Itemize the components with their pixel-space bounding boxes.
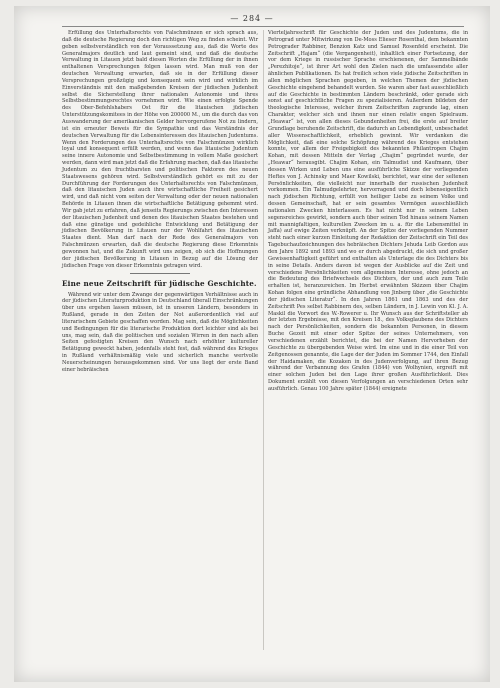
right-column <box>268 30 468 393</box>
right-paragraph-1: Vierteljahrsschrift für Geschichte der Juden und des Judentums, die in Petrograd unter Mitwirkung von De-Moss Elieser Rosenthal, dem bekannten Petrograder Rabbiner, Benzion Katz und Samuel Rosenfeld erscheint. Die Zeitschrift „Hajam“ (die Vergangenheit), inhaltlich einer Fortsetzung, der vor dem Kriege in russischer Sprache erschienenen, der Sammelbände „Perezhitoje“, ist ihrer Art wohl den Zielen nach die umfassendste aller ähnlichen Publikationen. Es hat freilich schon viele jüdische Zeitschriften in allen möglichen Sprachen gegeben, in welchen Themen der jüdischen Geschichte eingehend behandelt wurden. Sie waren aber fast ausschließlich auf die Geschichte in bestimmten Ländern beschränkt, oder gerade sich sonst auf geschichtliche Fragen zu spezialisieren. Außerdem bildeten der theologische Interesse, welcher ihrem Zeitschriften zugrunde lag, einen Charakter, welcher sich und ihnen nur einen relativ engen Spielraum. „Heawar“ ist, von allen dieses Gebundenheiten frei, die erste auf breiter Grundlage beruhende Zeitschrift, die dadurch an Lebendigkeit, unbeschadet aller Wissenschaftlichkeit, erheblich gewinnt. Wir verdanken die Möglichkeit, daß eine solche Schöpfung während des Krieges entstehen konnte, vor allem der Freigebigkeit des bekannten Philantropen Chajim Kohan, mit dessen Mitteln der Verlag „Chajim“ gegründet wurde, der „Heawar“ herausgibt. Chajim Kohan, ein Talmudist und Kaufmann, über dessen Wirken und Leben uns eine ausführliche Skizze der vorliegenden Heftes von J. Achinsky und Maer Kowilski, berichtet, war eine der seltenen Persönlichkeiten, die vielleicht nur innerhalb der russischen Judenheit vorkommen. Ein Talmudgelehrter, hervorragend und doch lebenseigentlich nach jüdischen Richtung, erfüllt von heiliger Liebe zu seinem Volke und dessen Gemeinschaft, hat er sein gesamtes Vermögen ausschließlich nationalen Zwecken hinterlassen. Es hat nicht nur in seinem Leben segensreiches gewirkt, sondern auch über seinen Tod hinaus seinem Namen mit mannigfaltigen, kulturellen Zwecken im u. a. für die Lebensmittel in Jaffa) auf ewige Zeiten verknüpft. An der Spitze der vorliegenden Nummer steht nach einer kurzen Einleitung der Redaktion der Zeitschrift ein Teil des Tagebuchaufzeichnungen des hebräischen Dichters Jehuda Leib Gordon aus den Jahre 1892 und 1893 und wo er durch abgedruckt, die sich und großer Gewissenhaftigkeit geführt und enthalten als Unterlage die des Dichters bis in seine Details. Anders davon ist wegen der Ausblicke auf die Zeit und verschiedene Persönlichkeiten vom allgemeinen Interesse, ohne jedoch an die Bedeutung des Briefwechsels des Dichters, der und auch zum Teile erhalten ist, heranzureichen. Im Herbst erwähnten Skizzen über Chajim Kohan folgen eine gründliche Abhandlung von Jinberg über „die Geschichte der jüdischen Literatur“. In den Jahren 1861 und 1863 und des der Zeitschrift Pes selbst Rabbinern des, selben Ländern, in J. Lewin von Kl. J. A. Maskil die Vorwort des W.-Rowerer u. Ihr Wunsch aus der Schriftsteller ab der letzten Ergebnisse, mit den Kreisen 18., des Volksglaubens des Dichters nach der Persönlichkeiten, sondern die bekannten Personen, in diesem Buche Gezeit mit einer oder Spitze der seines Unternehmers, von verschiedenen erzählt berichtet, die bei der Namen Hervorheben der Geschichte zu übergebenden Weise wird. Im eine und in die einer Teil von Zeitgenossen genannte, die Lage der der Juden im Sommer 1744, den Einfall der Haidamaken, die Kozaken in des Judenverfolgung, auf ihren Bezug während der Verbannung des Grafen (1844) von Wolhynien, ergreift mit einer solchen Juden bei den Lage ihrer großen Ausführlichkeit. Dies Dokument erzählt von diesen Verfolgungen an verschiedenen Orten sehr ausführlich. Genau 100 Jahre später (1844) ereignete <box>268 30 468 392</box>
newspaper-page <box>14 6 490 682</box>
header-rule <box>62 26 464 27</box>
left-paragraph-1: Erfüllung des Unterhaltsrechts von Falschmünzen er sich sprach aus, daß die deutsche Regierung doch den richtigen Weg zu finden scheint. Wir geben selbstverständlich von der Voraussetzung aus, daß die Worte des Generalmajors deutlich und laut gemeint sind, und daß die deutsche Verwaltung in Litauen jetzt bald diesen Worten die Erfüllung der in ihnen enthaltenen Versprechungen folgen lassen wird. Man muß von der deutschen Verwaltung erwarten, daß sie in der Erfüllung dieser Versprechungen großzügig und konsequent sein wird und wirklich im Einverständnis mit den maßgebenden Kreisen der jüdischen Judenheit selbst die Sicherstellung ihrer nationalen Autonomie und ihres Selbstbestimmungsrechtes vornehmen wird. Wie einen erfolgte Spende des Ober-Befehlshabers Ost für die litauischen jüdischen Unterstützungskomitees in der Höhe von 200000 M., um die durch das von Auswanderung der amerikanischen Gelder hervorgerufene Not zu lindern, ist ein erneuter Beweis für die Sympathie und das Verständnis der deutschen Verwaltung für die Lebensinteressen des litauischen Judentums. Wenn den Forderungen des Unterhaltsrechts von Falschmünzen wirklich loyal und konsequent erfüllt werden, und wenn das litauische Judentum seine innere Autonomie und Selbstbestimmung in vollem Maße gesichert werden, dann wird man jetzt daß die Erfahrung machen, daß das litauische Judentum zu den fruchtbarsten und politischen Faktoren des neuen Staatswesens gehören wird. Selbstverständlich gehört es mit zu der Durchführung der Forderungen des Unterhaltsrechts von Falschmünzen, daß den litauischen Juden auch ihre wirtschaftliche Freiheit gesichert wird, und daß nicht vom seiten der Verwaltung oder der neuen nationalen Behörde in Litauen ihnen die wirtschaftliche Betätigung gehemmt wird. Wir gab jetzt zu erfahren, daß jenseits Regierungs zwischen den Interessen der litauischen Judenheit und denen des litauischen Staates bestehen und daß eine günstige und gedeihliche Entwicklung und Betätigung der jüdischen Bevölkerung in Litauen nur der Wohlfahrt des litauischen Staates dient. Man darf nach der Rede des Generalmajors von Falschmünzen erwarten, daß die deutsche Regierung diese Erkenntnis gewonnen hat, und die Zukunft wird uns zeigen, ob sich die Hoffnungen der jüdischen Bevölkerung in Litauen in Bezug auf die Lösung der jüdischen Frage von dieser Erkenntnis getragen wird. <box>62 30 259 269</box>
left-column <box>62 30 258 374</box>
page-number: — 284 — <box>230 14 274 23</box>
section-divider <box>130 273 190 274</box>
article-heading: Eine neue Zeitschrift für jüdische Geschichte. <box>62 278 257 288</box>
column-divider <box>263 30 264 650</box>
left-paragraph-2: Während wir unter dem Zwange der gegenwärtigen Verhältnisse auch in der jüdischen Literaturproduktion in Deutschland überall Einschränkungen über uns ergehen lassen müssen, ist in unseren Ländern, besonders in Rußland, gerade in den Zeiten der Not außerordentlich viel auf literarischem Gebiete geschaffen worden. Mag sein, daß die Möglichkeiten und Bedingungen für die literarische Produktion dort leichter sind als bei uns, mag sein, daß die politischen und sozialen Wirren in den nach allen Seiten gefestigten Kreisen den Wunsch nach erhöhter kultureller Betätigung geweckt haben, jedenfalls steht fest, daß während des Krieges in Rußland verhältnismäßig viele und sicherlich manche wertvolle Neuerscheinungen herausgekommen sind. Vor uns liegt der erste Band einer hebräischen <box>62 291 258 373</box>
